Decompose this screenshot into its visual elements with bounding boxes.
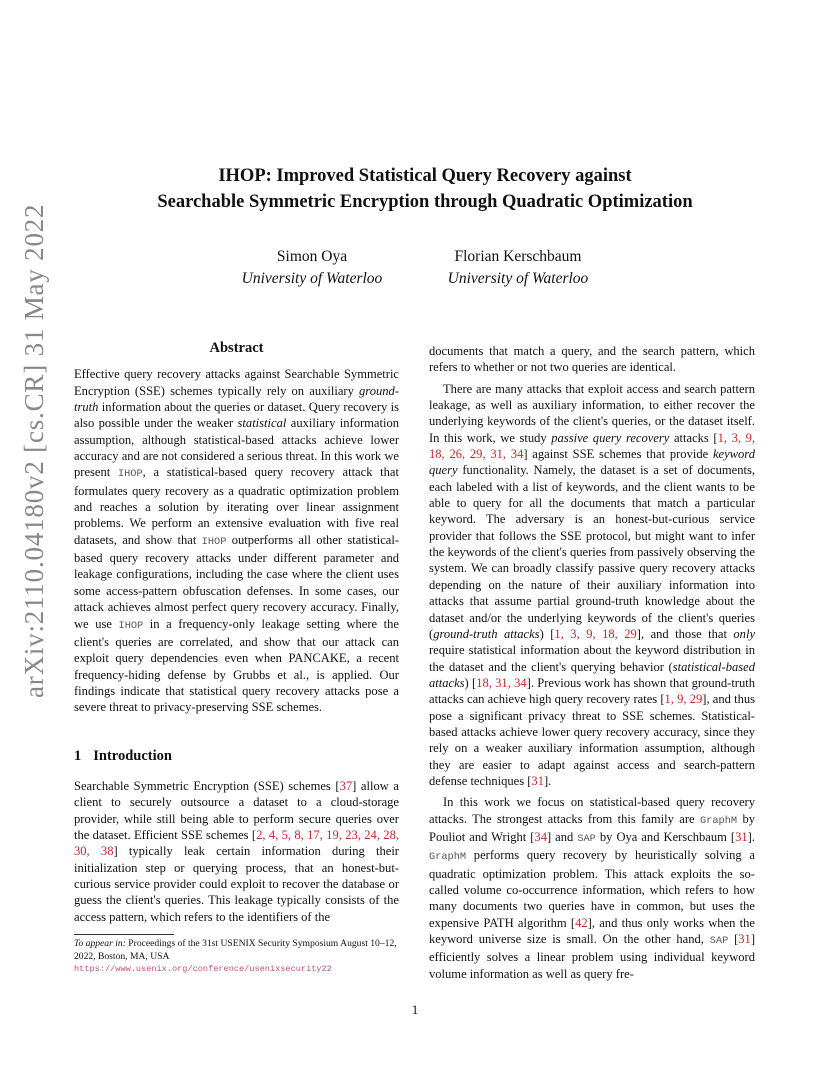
abstract-text: Effective query recovery attacks against Searchable Symmetric Encryption (SSE) schemes typically rely on auxiliary <box>74 367 399 398</box>
citation-link[interactable]: 1, 3, 9, 18, 26, 29, 31, 34 <box>429 430 755 462</box>
right-column <box>429 343 755 982</box>
page-number: 1 <box>411 1002 419 1017</box>
body-text: There are many attacks that exploit access and search pattern leakage, as well as auxiliary information, to either recover the underlying keywords of the client's queries, or the dataset itself. In this work, we study <box>429 381 755 445</box>
attack-name: IHOP <box>201 535 227 548</box>
citation-link[interactable]: 31 <box>735 829 748 844</box>
body-text: ]. <box>543 773 552 788</box>
emphasis-text: only <box>733 626 756 641</box>
attack-name: GraphM <box>700 814 738 827</box>
body-text: ] against SSE schemes that provide <box>523 447 713 462</box>
author-affiliation: University of Waterloo <box>241 270 383 287</box>
abstract-text: information about the queries or dataset. Query recovery is also possible under the weaker <box>74 400 399 431</box>
body-text: ], and those that <box>636 626 734 641</box>
body-text: ) [ <box>539 626 555 641</box>
abstract-text: auxiliary information assumption, although statistical-based attacks achieve lower accuracy and are not considered a serious threat. In this work we present <box>74 416 400 480</box>
emphasis-text: keyword query <box>429 447 755 478</box>
citation-link[interactable]: 42 <box>575 915 588 930</box>
footnote-rule <box>74 934 174 935</box>
footnote-lead: To appear in: <box>74 938 126 949</box>
author-name: Simon Oya <box>276 248 348 265</box>
section-heading <box>74 748 399 764</box>
body-paragraph <box>429 794 755 982</box>
abstract-text: , a statistical-based query recovery attack that formulates query recovery as a quadratic optimization problem and reaches a solution by iterating over linear assignment problems. We perform an extensive evaluation with five real datasets, and show that <box>74 465 399 547</box>
attack-name: SAP <box>709 935 729 948</box>
body-text: ]. <box>747 829 755 844</box>
body-text: performs query recovery by heuristically solving a quadratic optimization problem. This attack exploits the so-called volume co-occurrence information, which refers to how many documents two queries have in common, but uses the expensive PATH algorithm [ <box>429 848 755 930</box>
title-line-1: IHOP: Improved Statistical Query Recovery against <box>218 166 632 186</box>
left-column <box>74 340 399 925</box>
intro-paragraph <box>74 778 399 925</box>
body-text: ) [ <box>464 675 477 690</box>
body-paragraph <box>429 381 755 790</box>
abstract-text: , a recent frequency-hiding defense by Grubbs et al., is applied. Our findings indicate that statistical query recovery attacks pose a severe threat to privacy-preserving SSE schemes. <box>74 651 399 715</box>
abstract-text: in a frequency-only leakage setting where the client's queries are correlated, and show that our attack can exploit query dependencies even when <box>74 616 399 666</box>
citation-link[interactable]: 34 <box>534 829 547 844</box>
attack-name: GraphM <box>429 851 467 864</box>
arxiv-stamp: arXiv:2110.04180v2 [cs.CR] 31 May 2022 <box>19 203 49 698</box>
attack-name: IHOP <box>118 619 144 632</box>
emphasis-text: ground-truth attacks <box>433 626 540 641</box>
footnote <box>74 938 404 976</box>
body-text: by Oya and Kerschbaum [ <box>595 829 736 844</box>
continued-paragraph: documents that match a query, and the search pattern, which refers to whether or not two queries are identical. <box>429 344 755 375</box>
body-text: ] allow a client to securely outsource a dataset to a cloud-storage provider, while still being able to perform secure queries over the dataset. Efficient SSE schemes [ <box>74 778 399 842</box>
body-text: ] and <box>546 829 578 844</box>
attack-name: IHOP <box>117 468 143 481</box>
body-text: In this work we focus on statistical-based query recovery attacks. The strongest attacks from this family are <box>429 795 755 826</box>
citation-link[interactable]: 2, 4, 5, 8, 17, 19, 23, 24, 28, 30, 38 <box>74 827 399 859</box>
title-line-2: Searchable Symmetric Encryption through Quadratic Optimization <box>157 192 693 212</box>
emphasis-text: passive query recovery <box>551 430 670 445</box>
body-text: by Pouliot and Wright [ <box>429 811 756 844</box>
body-text: functionality. Namely, the dataset is a set of documents, each labeled with a list of keywords, and the client wants to be able to query for all the documents that match a particular keyword. The adversary is an honest-but-curious service provider that follows the SSE protocol, but might want to infer the keywords of the client's queries from passively observing the system. We can broadly classify passive query recovery attacks depending on the nature of their auxiliary information into attacks that assume partial ground-truth knowledge about the dataset and/or the underlying keywords of the client's queries ( <box>429 463 755 641</box>
author-name: Florian Kerschbaum <box>454 248 582 265</box>
author-1 <box>208 246 416 290</box>
body-text: [ <box>728 932 739 947</box>
citation-link[interactable]: 37 <box>339 778 353 793</box>
abstract-emphasis: statistical <box>237 416 287 431</box>
abstract-body <box>74 366 399 715</box>
attack-name: SAP <box>577 832 596 845</box>
body-text: Searchable Symmetric Encryption (SSE) schemes [ <box>74 778 340 793</box>
body-text: ] efficiently solves a linear problem using individual keyword volume information as well as query fre- <box>429 932 755 981</box>
citation-link[interactable]: 31 <box>531 773 544 788</box>
author-affiliation: University of Waterloo <box>447 270 589 287</box>
citation-link[interactable]: 1, 3, 9, 18, 29 <box>554 626 637 641</box>
abstract-emphasis: ground-truth <box>74 383 399 415</box>
defense-name: PANCAKE <box>288 651 347 666</box>
body-text: ], and thus pose a significant privacy threat to SSE schemes. Statistical-based attacks achieve lower query recovery accuracy, since they rely on a weaker auxiliary information assumption, although they are easier to adapt against access and search-pattern defense techniques [ <box>429 692 755 788</box>
citation-link[interactable]: 31 <box>738 932 751 947</box>
body-text: ] typically leak certain information during their initialization step or querying process, that an honest-but-curious service provider could exploit to recover the database or guess the client's queries. This leakage typically consists of the access pattern, which refers to the identifiers of the <box>74 844 399 924</box>
section-number: 1 <box>74 747 82 764</box>
abstract-text: outperforms all other statistical-based query recovery attacks under different parameter and leakage configurations, including the case where the client uses some access-pattern obfuscation defenses. In some cases, our attack achieves almost perfect query recovery accuracy. Finally, we use <box>74 532 399 631</box>
conference-url-link[interactable]: https://www.usenix.org/conference/usenixsecurity22 <box>74 964 332 974</box>
section-title: Introduction <box>93 747 172 764</box>
abstract-heading: Abstract <box>209 340 264 356</box>
footnote-text: Proceedings of the 31st USENIX Security Symposium August 10–12, 2022, Boston, MA, USA <box>74 938 397 962</box>
body-text: require statistical information about the keyword distribution in the dataset and the client's querying behavior ( <box>429 643 755 674</box>
body-text: ]. Previous work has shown that ground-truth attacks can achieve high query recovery rates [ <box>429 675 756 707</box>
citation-link[interactable]: 18, 31, 34 <box>476 675 527 690</box>
emphasis-text: statistical-based attacks <box>429 659 755 690</box>
body-text: ], and thus only works when the keyword universe size is small. On the other hand, <box>429 915 755 947</box>
citation-link[interactable]: 1, 9, 29 <box>664 692 703 707</box>
body-text: attacks [ <box>669 430 718 445</box>
paper-title <box>90 163 760 215</box>
author-2 <box>410 246 626 290</box>
